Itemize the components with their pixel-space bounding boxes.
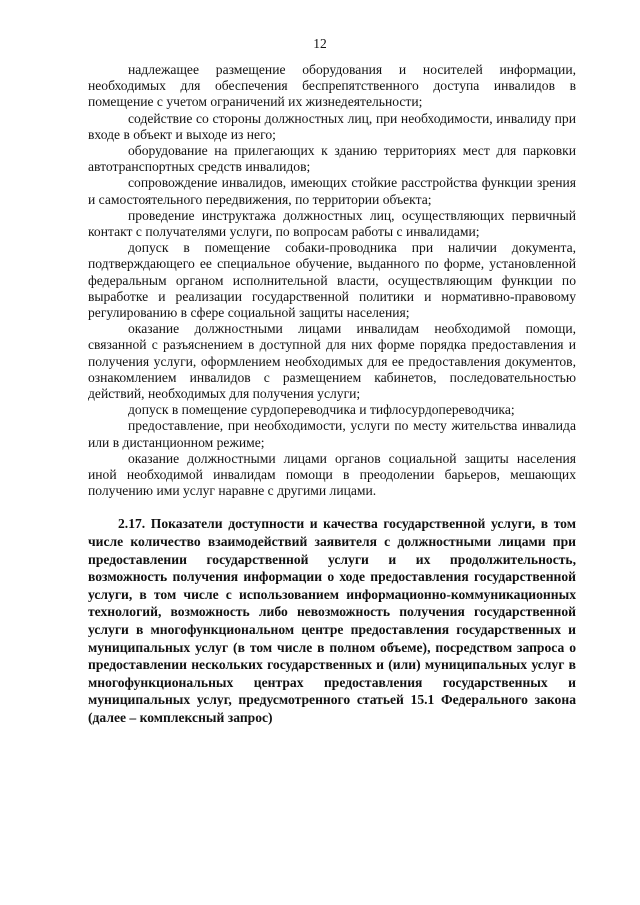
paragraph-home-service: предоставление, при необходимости, услуги по месту жительства инвалида или в дистанционном режиме; <box>88 418 576 450</box>
paragraph-sign-interpreter: допуск в помещение сурдопереводчика и тифлосурдопереводчика; <box>128 402 515 418</box>
paragraph-placement-equipment: надлежащее размещение оборудования и носителей информации, необходимых для обеспечения беспрепятственного доступа инвалидов в помещение с учетом ограничений их жизнедеятельности; <box>88 62 576 110</box>
page-number: 12 <box>313 36 327 51</box>
section-heading-2-17: 2.17. Показатели доступности и качества государственной услуги, в том числе количество взаимодействий заявителя с должностными лицами при предоставлении государственной услуги и их продолжительность, возможность получения информации о ходе предоставления государственной услуги, в том числе с использованием информационно-коммуникационных технологий, возможность либо невозможность получения государственной услуги в многофункциональном центре предоставления государственных и муниципальных услуг (в том числе в полном объеме), посредством запроса о предоставлении нескольких государственных и (или) муниципальных услуг в многофункциональных центрах предоставления государственных и муниципальных услуг, предусмотренного статьей 15.1 Федерального закона (далее – комплексный запрос) <box>88 516 576 726</box>
document-body <box>88 62 576 727</box>
paragraph-parking: оборудование на прилегающих к зданию территориях мест для парковки автотранспортных средств инвалидов; <box>88 143 576 175</box>
paragraph-guide-dog: допуск в помещение собаки-проводника при наличии документа, подтверждающего ее специальное обучение, выданного по форме, установленной федеральным органом исполнительной власти, осуществляющим функции по выработке и реализации государственной политики и нормативно-правовому регулированию в сфере социальной защиты населения; <box>88 240 576 321</box>
paragraph-escort: сопровождение инвалидов, имеющих стойкие расстройства функции зрения и самостоятельного передвижения, по территории объекта; <box>88 175 576 207</box>
paragraph-instruction: проведение инструктажа должностных лиц, осуществляющих первичный контакт с получателями услуги, по вопросам работы с инвалидами; <box>88 207 576 240</box>
paragraph-other-help: оказание должностными лицами органов социальной защиты населения иной необходимой инвалидам помощи в преодолении барьеров, мешающих получению ими услуг наравне с другими лицами. <box>88 450 576 499</box>
paragraph-help-officials: оказание должностными лицами инвалидам необходимой помощи, связанной с разъяснением в доступной для них форме порядка предоставления и получения услуги, оформлением необходимых для ее предоставления документов, ознакомлением инвалидов с размещением кабинетов, последовательностью действий, необходимых для получения услуги; <box>88 321 576 402</box>
paragraph-assistance-entry: содействие со стороны должностных лиц, при необходимости, инвалиду при входе в объект и выходе из него; <box>88 110 576 142</box>
